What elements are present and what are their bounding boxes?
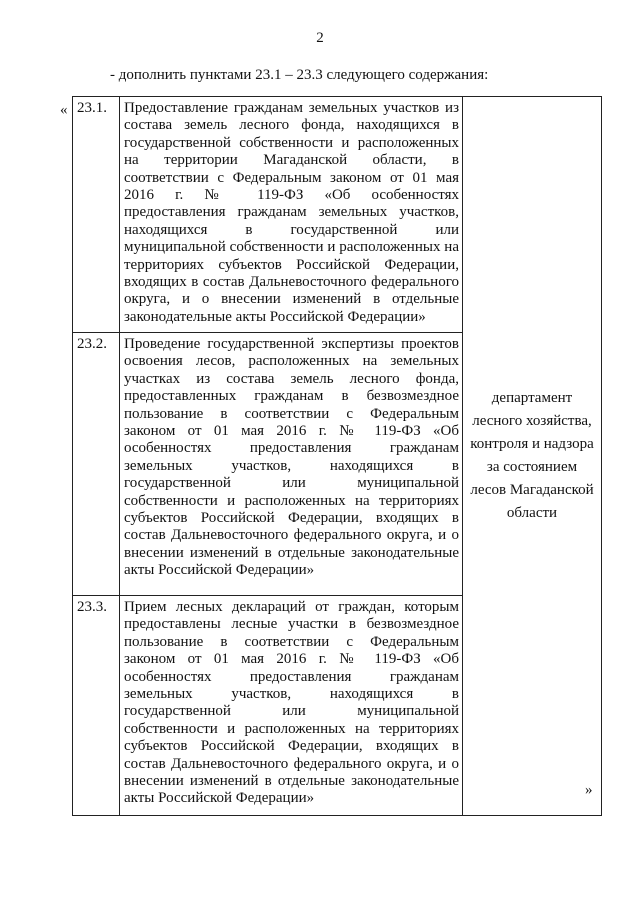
table-row bbox=[73, 97, 602, 333]
item-number: 23.3. bbox=[73, 596, 120, 816]
item-text bbox=[120, 333, 463, 596]
item-number: 23.1. bbox=[73, 97, 120, 333]
item-text bbox=[120, 596, 463, 816]
item-text bbox=[120, 97, 463, 333]
item-number: 23.2. bbox=[73, 333, 120, 596]
intro-text: - дополнить пунктами 23.1 – 23.3 следующего содержания: bbox=[110, 67, 489, 83]
item-text-content: Предоставление гражданам земельных участков из состава земель лесного фонда, находящихся в государственной собственности и расположенных на территории Магаданской области, в соответствии с Федеральным законом от 01 мая 2016 г. № 119-ФЗ «Об особенностях предоставления гражданам земельных участков, находящихся в государственной или муниципальной собственности и расположенных на территориях субъектов Российской Федерации, входящих в состав Дальневосточного федерального округа, и о внесении изменений в отдельные законодательные акты Российской Федерации» bbox=[124, 100, 459, 325]
opening-quote: « bbox=[60, 102, 68, 118]
closing-quote: » bbox=[585, 782, 593, 798]
responsible-body-cell bbox=[463, 97, 602, 816]
item-text-content: Проведение государственной экспертизы проектов освоения лесов, расположенных на земельных участках из состава земель лесного фонда, предоставленных гражданам в безвозмездное пользование в соответствии с Федеральным законом от 01 мая 2016 г. № 119-ФЗ «Об особенностях предоставления гражданам земельных участков, находящихся в государственной или муниципальной собственности и расположенных на территориях субъектов Российской Федерации, входящих в состав Дальневосточного федерального округа, и о внесении изменений в отдельные законодательные акты Российской Федерации» bbox=[124, 336, 459, 579]
responsible-body: департамент лесного хозяйства, контроля и надзора за состоянием лесов Магаданской области bbox=[470, 390, 594, 521]
page-number: 2 bbox=[316, 30, 324, 46]
item-text-content: Прием лесных деклараций от граждан, которым предоставлены лесные участки в безвозмездное пользование в соответствии с Федеральным законом от 01 мая 2016 г. № 119-ФЗ «Об особенностях предоставления гражданам земельных участков, находящихся в государственной или муниципальной собственности и расположенных на территориях субъектов Российской Федерации, входящих в состав Дальневосточного федерального округа, и о внесении изменений в отдельные законодательные акты Российской Федерации» bbox=[124, 599, 459, 807]
amendment-table bbox=[72, 96, 602, 816]
